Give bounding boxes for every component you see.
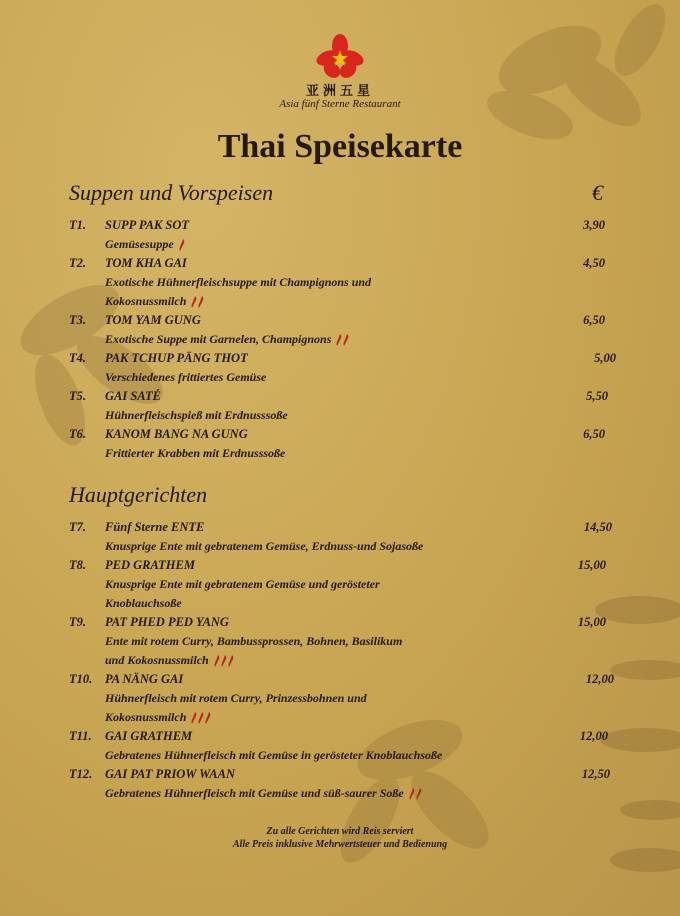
menu-item — [0, 216, 680, 235]
menu-item-price: 5,00 — [594, 351, 616, 365]
menu-item-description-text: Kokosnussmilch — [105, 710, 187, 724]
currency-label: € — [592, 180, 603, 205]
menu-item-price: 6,50 — [583, 427, 605, 441]
menu-item-description-text: Hühnerfleisch mit rotem Curry, Prinzessbohnen und — [105, 691, 367, 705]
menu-item — [0, 518, 680, 537]
menu-item-code: T10. — [69, 672, 93, 686]
menu-item-description — [105, 406, 288, 425]
menu-item-code: T1. — [69, 218, 87, 232]
menu-item-price: 12,50 — [581, 767, 610, 781]
menu-item-name: TOM YAM GUNG — [105, 313, 201, 327]
menu-item-description-text: Ente mit rotem Curry, Bambussprossen, Bohnen, Basilikum — [105, 634, 403, 648]
footer-rice-note: Zu alle Gerichten wird Reis serviert — [266, 826, 414, 837]
menu-item-price: 5,50 — [586, 389, 608, 403]
chili-icon — [334, 333, 350, 347]
menu-item — [0, 670, 680, 689]
chili-icon — [212, 654, 235, 668]
menu-item-description-text: und Kokosnussmilch — [105, 653, 209, 667]
menu-item — [0, 311, 680, 330]
menu-item — [0, 727, 680, 746]
menu-item-price: 6,50 — [583, 313, 605, 327]
menu-item — [0, 425, 680, 444]
menu-item-code: T4. — [69, 351, 87, 365]
menu-item-description-text: Frittierter Krabben mit Erdnusssoße — [105, 446, 286, 460]
menu-item — [0, 613, 680, 632]
menu-item-description — [105, 784, 423, 803]
chili-icon — [407, 787, 423, 801]
menu-item-description — [105, 273, 371, 292]
menu-item-description-text: Knoblauchsoße — [105, 596, 182, 610]
menu-item-code: T9. — [69, 615, 87, 629]
menu-item-name: TOM KHA GAI — [105, 256, 187, 270]
menu-item-description-text: Verschiedenes frittiertes Gemüse — [105, 370, 267, 384]
chili-icon — [177, 238, 186, 252]
menu-item-description — [105, 632, 402, 651]
menu-item-description-text: Kokosnussmilch — [105, 294, 187, 308]
menu-item-description — [105, 537, 423, 556]
menu-item — [0, 556, 680, 575]
section-title-starters: Suppen und Vorspeisen — [69, 180, 274, 205]
menu-item — [0, 387, 680, 406]
menu-item-price: 12,00 — [579, 729, 608, 743]
menu-item-code: T3. — [69, 313, 87, 327]
menu-item-description-text: Gebratenes Hühnerfleisch mit Gemüse und süß-saurer Soße — [105, 786, 404, 800]
menu-item-code: T7. — [69, 520, 87, 534]
menu-item-description-text: Knusprige Ente mit gebratenem Gemüse und gerösteter — [105, 577, 380, 591]
menu-item-description — [105, 689, 367, 708]
restaurant-chinese-name: 亚洲五星 — [305, 84, 374, 99]
menu-item — [0, 765, 680, 784]
menu-item-description — [105, 444, 285, 463]
menu-item-name: PA NÄNG GAI — [105, 672, 184, 686]
menu-item-price: 14,50 — [583, 520, 612, 534]
menu-item-description — [105, 746, 442, 765]
menu-item-name: PED GRATHEM — [105, 558, 195, 572]
menu-item-name: GAI SATÉ — [105, 389, 161, 403]
restaurant-logo-icon — [316, 34, 364, 80]
page-title: Thai Speisekarte — [217, 128, 463, 165]
menu-item-description-text: Knusprige Ente mit gebratenem Gemüse, Erdnuss-und Sojasoße — [105, 539, 424, 553]
menu-item-description — [105, 651, 235, 670]
menu-item-name: GAI PAT PRIOW WAAN — [105, 767, 236, 781]
menu-item-name: Fünf Sterne ENTE — [105, 520, 205, 534]
menu-item-name: PAT PHED PED YANG — [105, 615, 229, 629]
menu-item-description — [105, 292, 205, 311]
menu-item-name: PAK TCHUP PÄNG THOT — [105, 351, 248, 365]
menu-item-description-text: Exotische Hühnerfleischsuppe mit Champignons und — [105, 275, 372, 289]
menu-item-price: 4,50 — [583, 256, 605, 270]
menu-item-description — [105, 594, 182, 613]
footer-price-note: Alle Preis inklusive Mehrwertsteuer und Bedienung — [232, 839, 448, 850]
section-title-mains: Hauptgerichten — [69, 482, 208, 507]
menu-item-description-text: Gemüsesuppe — [105, 237, 174, 251]
menu-item-code: T6. — [69, 427, 87, 441]
chili-icon — [189, 711, 212, 725]
menu-item-code: T5. — [69, 389, 87, 403]
menu-item — [0, 349, 680, 368]
menu-item-description-text: Exotische Suppe mit Garnelen, Champignons — [105, 332, 332, 346]
menu-item-description — [105, 575, 380, 594]
menu-item-name: SUPP PAK SOT — [105, 218, 190, 232]
menu-item-description — [105, 330, 350, 349]
menu-item-description-text: Gebratenes Hühnerfleisch mit Gemüse in gerösteter Knoblauchsoße — [105, 748, 443, 762]
menu-item-code: T12. — [69, 767, 93, 781]
menu-item-name: KANOM BANG NA GUNG — [105, 427, 248, 441]
restaurant-name: Asia fünf Sterne Restaurant — [279, 98, 401, 110]
menu-item-code: T11. — [69, 729, 92, 743]
menu-item-description-text: Hühnerfleischspieß mit Erdnusssoße — [105, 408, 288, 422]
menu-item-description — [105, 708, 212, 727]
menu-item-price: 12,00 — [585, 672, 614, 686]
chili-icon — [189, 295, 205, 309]
menu-item-description — [105, 368, 266, 387]
menu-item-code: T8. — [69, 558, 87, 572]
menu-item-price: 15,00 — [577, 558, 606, 572]
menu-item — [0, 254, 680, 273]
menu-item-description — [105, 235, 186, 254]
menu-item-price: 3,90 — [583, 218, 605, 232]
menu-item-code: T2. — [69, 256, 87, 270]
menu-item-price: 15,00 — [577, 615, 606, 629]
menu-item-name: GAI GRATHEM — [105, 729, 193, 743]
